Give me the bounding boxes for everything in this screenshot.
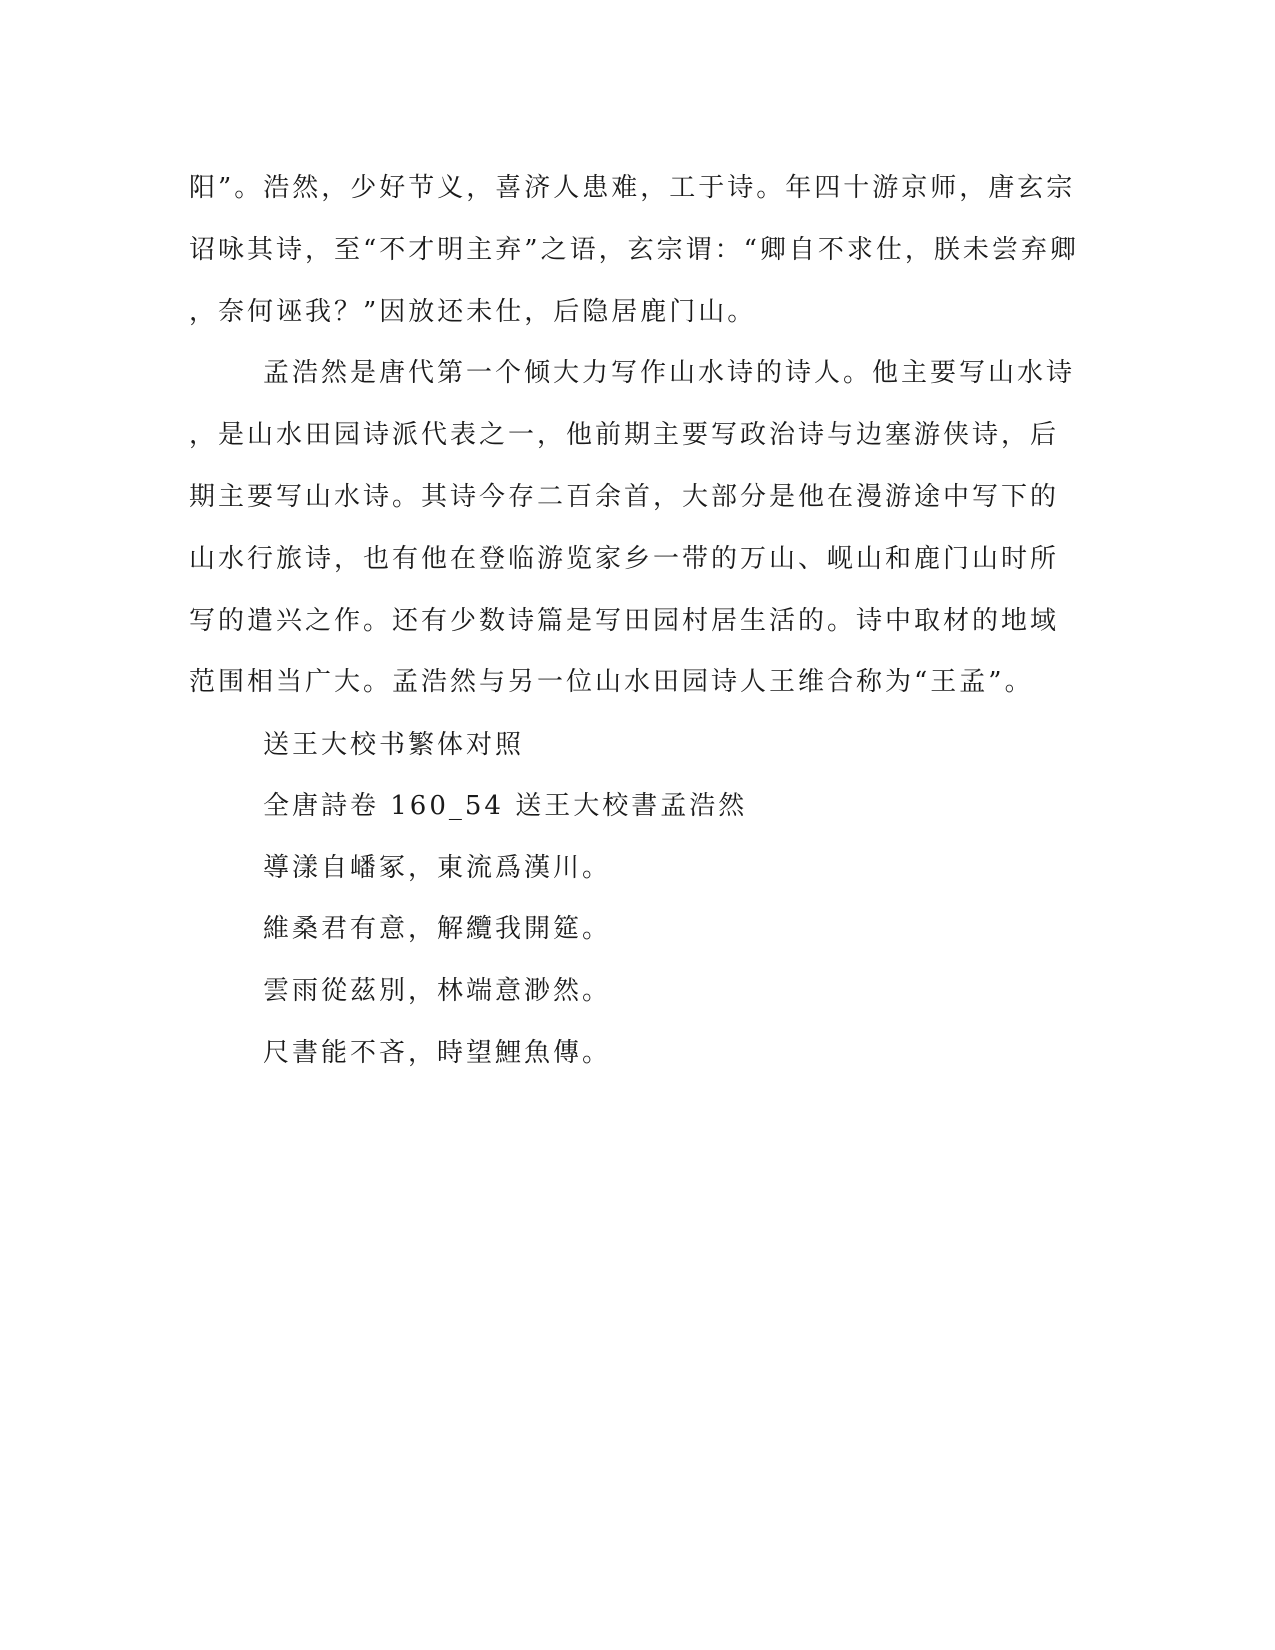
- paragraph-line: 写的遣兴之作。还有少数诗篇是写田园村居生活的。诗中取材的地域: [189, 606, 1060, 636]
- poem-line: 維桑君有意，解纜我開筵。: [263, 914, 612, 944]
- paragraph-line: 期主要写山水诗。其诗今存二百余首，大部分是他在漫游途中写下的: [189, 482, 1060, 512]
- paragraph-line: 诏咏其诗，至“不才明主弃”之语，玄宗谓：“卿自不求仕，朕未尝弃卿: [189, 235, 1079, 265]
- paragraph-line: 阳”。浩然，少好节义，喜济人患难，工于诗。年四十游京师，唐玄宗: [189, 173, 1076, 203]
- paragraph-line: ，是山水田园诗派代表之一，他前期主要写政治诗与边塞游侠诗，后: [189, 420, 1060, 450]
- poem-source: 全唐詩卷 160_54 送王大校書孟浩然: [263, 791, 748, 821]
- paragraph-line: 范围相当广大。孟浩然与另一位山水田园诗人王维合称为“王孟”。: [189, 667, 1034, 697]
- poem-line: 尺書能不吝，時望鯉魚傳。: [263, 1038, 612, 1068]
- paragraph-line: ，奈何诬我？”因放还未仕，后隐居鹿门山。: [189, 297, 757, 327]
- section-heading: 送王大校书繁体对照: [263, 730, 525, 760]
- paragraph-line: 孟浩然是唐代第一个倾大力写作山水诗的诗人。他主要写山水诗: [263, 358, 1076, 388]
- paragraph-line: 山水行旅诗，也有他在登临游览家乡一带的万山、岘山和鹿门山时所: [189, 544, 1060, 574]
- poem-line: 雲雨從茲別，林端意渺然。: [263, 976, 612, 1006]
- poem-line: 導漾自嶓冢，東流爲漢川。: [263, 853, 612, 883]
